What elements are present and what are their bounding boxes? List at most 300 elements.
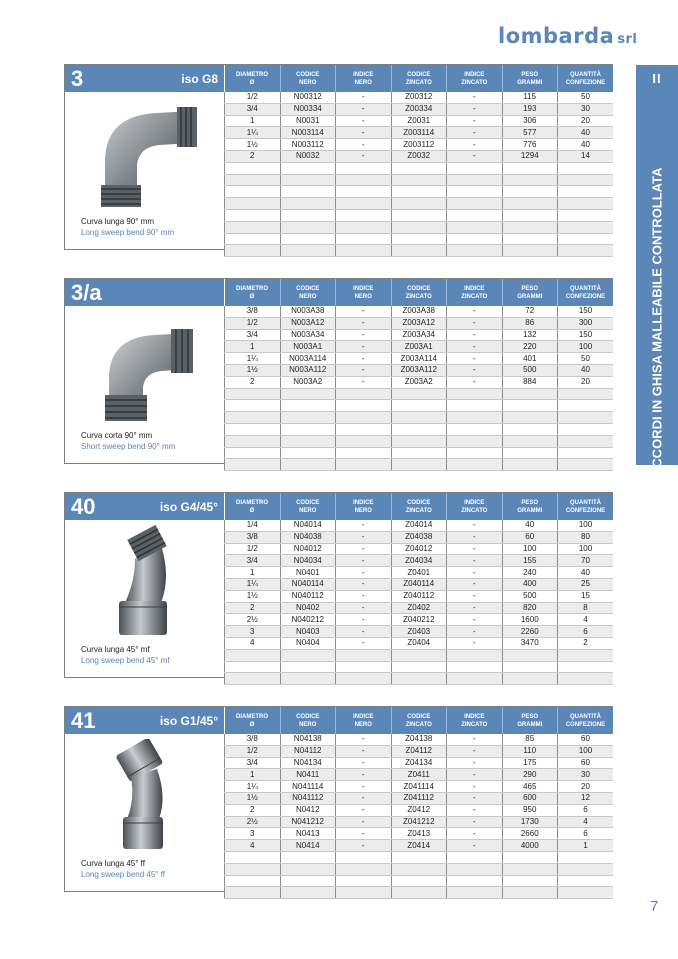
column-header-label: QUANTITÀ CONFEZIONE [565, 713, 606, 728]
empty-cell [447, 186, 503, 198]
table-cell: 776 [502, 139, 558, 151]
table-row [225, 245, 614, 257]
column-header-label: INDICE NERO [353, 499, 374, 514]
section-header [65, 493, 224, 520]
table-cell: 20 [558, 376, 614, 388]
empty-cell [280, 388, 336, 400]
empty-cell [225, 673, 281, 685]
column-header [336, 707, 392, 734]
table-cell: 1½ [225, 139, 281, 151]
table-cell: Z003112 [391, 139, 447, 151]
column-header [225, 279, 281, 306]
column-header-label: CODICE NERO [296, 499, 320, 514]
table-cell: 100 [502, 543, 558, 555]
table-cell: - [447, 329, 503, 341]
description-italian: Curva lunga 45° ff [81, 859, 145, 868]
table-row [225, 875, 614, 887]
empty-cell [447, 673, 503, 685]
table-cell: 60 [558, 757, 614, 769]
empty-cell [391, 887, 447, 899]
table-row [225, 306, 614, 317]
table-cell: N04138 [280, 734, 336, 745]
table-row [225, 115, 614, 127]
iso-code: iso G8 [181, 72, 218, 86]
empty-cell [225, 435, 281, 447]
empty-cell [225, 400, 281, 412]
table-cell: - [336, 828, 392, 840]
table-cell: 150 [558, 329, 614, 341]
empty-cell [447, 863, 503, 875]
column-header-label: PESO GRAMMI [517, 285, 543, 300]
table-row [225, 614, 614, 626]
table-row [225, 840, 614, 852]
table-row [225, 388, 614, 400]
table-cell: Z003A38 [391, 306, 447, 317]
table-cell: - [447, 614, 503, 626]
empty-cell [280, 245, 336, 257]
table-cell: - [336, 804, 392, 816]
empty-cell [391, 673, 447, 685]
empty-cell [225, 661, 281, 673]
table-cell: 3/8 [225, 734, 281, 745]
table-cell: - [447, 781, 503, 793]
table-cell: 1 [225, 341, 281, 353]
table-row [225, 127, 614, 139]
table-cell: 401 [502, 353, 558, 365]
empty-cell [447, 661, 503, 673]
table-cell: 30 [558, 103, 614, 115]
table-cell: Z04014 [391, 520, 447, 531]
table-cell: 4000 [502, 840, 558, 852]
table-cell: 3/8 [225, 531, 281, 543]
empty-cell [558, 162, 614, 174]
column-header [280, 279, 336, 306]
table-row [225, 364, 614, 376]
column-header [391, 279, 447, 306]
empty-cell [447, 412, 503, 424]
empty-cell [336, 174, 392, 186]
empty-cell [502, 400, 558, 412]
empty-cell [280, 649, 336, 661]
empty-cell [558, 174, 614, 186]
table-cell: Z003A12 [391, 317, 447, 329]
table-cell: - [336, 614, 392, 626]
column-header [336, 65, 392, 92]
table-cell: - [336, 567, 392, 579]
product-description [81, 216, 174, 238]
table-cell: 132 [502, 329, 558, 341]
empty-cell [225, 851, 281, 863]
column-header-label: INDICE NERO [353, 713, 374, 728]
table-cell: - [447, 769, 503, 781]
column-header-label: DIAMETRO Ø [236, 499, 268, 514]
empty-cell [502, 851, 558, 863]
empty-cell [447, 388, 503, 400]
table-cell: - [447, 92, 503, 103]
empty-cell [447, 875, 503, 887]
column-header [502, 707, 558, 734]
table-cell: Z003A34 [391, 329, 447, 341]
empty-cell [336, 661, 392, 673]
table-row [225, 649, 614, 661]
table-cell: 1½ [225, 590, 281, 602]
table-cell: N040112 [280, 590, 336, 602]
column-header-label: QUANTITÀ CONFEZIONE [565, 71, 606, 86]
table-cell: - [447, 578, 503, 590]
table-cell: - [336, 734, 392, 745]
empty-cell [336, 887, 392, 899]
table-cell: 1½ [225, 792, 281, 804]
table-cell: 600 [502, 792, 558, 804]
table-cell: 100 [558, 745, 614, 757]
table-row [225, 198, 614, 210]
column-header-label: PESO GRAMMI [517, 71, 543, 86]
table-cell: - [336, 520, 392, 531]
empty-cell [225, 863, 281, 875]
table-cell: 14 [558, 150, 614, 162]
table-cell: Z041212 [391, 816, 447, 828]
table-cell: - [336, 92, 392, 103]
table-cell: - [447, 745, 503, 757]
table-cell: Z04134 [391, 757, 447, 769]
empty-cell [225, 649, 281, 661]
table-cell: N00312 [280, 92, 336, 103]
description-english: Long sweep bend 90° mm [81, 228, 175, 237]
table-row [225, 317, 614, 329]
empty-cell [225, 875, 281, 887]
table-cell: Z0031 [391, 115, 447, 127]
table-row [225, 602, 614, 614]
table-row [225, 626, 614, 638]
table-row [225, 520, 614, 531]
column-header-label: CODICE NERO [296, 713, 320, 728]
product-table [224, 279, 613, 471]
table-cell: N04014 [280, 520, 336, 531]
table-cell: 820 [502, 602, 558, 614]
table-cell: - [336, 341, 392, 353]
table-cell: 1/2 [225, 317, 281, 329]
empty-cell [391, 435, 447, 447]
table-cell: 1294 [502, 150, 558, 162]
table-cell: 4 [558, 816, 614, 828]
empty-cell [447, 221, 503, 233]
iso-code: iso G1/45° [159, 714, 218, 728]
table-row [225, 734, 614, 745]
table-cell: Z0414 [391, 840, 447, 852]
table-cell: Z00312 [391, 92, 447, 103]
empty-cell [447, 435, 503, 447]
table-cell: - [336, 626, 392, 638]
column-header-label: QUANTITÀ CONFEZIONE [565, 285, 606, 300]
table-cell: - [447, 306, 503, 317]
table-cell: 1/2 [225, 543, 281, 555]
table-cell: N003A112 [280, 364, 336, 376]
table-cell: 1730 [502, 816, 558, 828]
table-cell: 6 [558, 828, 614, 840]
table-cell: - [447, 115, 503, 127]
column-header-label: DIAMETRO Ø [236, 285, 268, 300]
table-cell: N003A114 [280, 353, 336, 365]
column-header [280, 493, 336, 520]
table-cell: N003112 [280, 139, 336, 151]
table-cell: 193 [502, 103, 558, 115]
empty-cell [558, 186, 614, 198]
table-cell: - [336, 792, 392, 804]
table-cell: - [336, 590, 392, 602]
product-table [224, 707, 613, 899]
table-cell: N003114 [280, 127, 336, 139]
empty-cell [225, 198, 281, 210]
table-cell: - [447, 590, 503, 602]
table-row [225, 673, 614, 685]
table-row [225, 459, 614, 471]
empty-cell [225, 459, 281, 471]
empty-cell [558, 245, 614, 257]
empty-cell [502, 887, 558, 899]
table-row [225, 174, 614, 186]
table-cell: 3 [225, 828, 281, 840]
table-cell: Z0403 [391, 626, 447, 638]
column-header [225, 493, 281, 520]
table-cell: 4 [225, 637, 281, 649]
table-cell: 2260 [502, 626, 558, 638]
empty-cell [280, 162, 336, 174]
table-row [225, 447, 614, 459]
empty-cell [502, 198, 558, 210]
table-cell: - [336, 555, 392, 567]
table-cell: 3/4 [225, 103, 281, 115]
table-cell: - [336, 364, 392, 376]
table-row [225, 567, 614, 579]
fitting-photo [83, 739, 203, 854]
table-row [225, 103, 614, 115]
table-row [225, 150, 614, 162]
table-cell: N0031 [280, 115, 336, 127]
table-cell: - [336, 769, 392, 781]
empty-cell [558, 435, 614, 447]
empty-cell [280, 221, 336, 233]
column-header-label: PESO GRAMMI [517, 713, 543, 728]
column-header-label: DIAMETRO Ø [236, 71, 268, 86]
column-header [502, 493, 558, 520]
table-cell: N04038 [280, 531, 336, 543]
empty-cell [391, 851, 447, 863]
table-cell: 1¼ [225, 578, 281, 590]
empty-cell [447, 162, 503, 174]
table-cell: - [336, 329, 392, 341]
table-cell: 100 [558, 543, 614, 555]
table-cell: 220 [502, 341, 558, 353]
table-cell: 1¼ [225, 127, 281, 139]
empty-cell [391, 198, 447, 210]
empty-cell [280, 423, 336, 435]
table-cell: - [447, 626, 503, 638]
fitting-photo [83, 525, 203, 640]
table-cell: - [447, 734, 503, 745]
table-cell: - [447, 555, 503, 567]
column-header [447, 707, 503, 734]
table-cell: 20 [558, 781, 614, 793]
table-cell: N040212 [280, 614, 336, 626]
empty-cell [447, 423, 503, 435]
table-cell: - [447, 816, 503, 828]
column-header [447, 279, 503, 306]
table-cell: Z04012 [391, 543, 447, 555]
table-cell: - [336, 637, 392, 649]
table-cell: - [336, 816, 392, 828]
table-cell: - [447, 341, 503, 353]
empty-cell [502, 209, 558, 221]
table-cell: Z04034 [391, 555, 447, 567]
empty-cell [558, 673, 614, 685]
table-cell: - [336, 757, 392, 769]
table-cell: 577 [502, 127, 558, 139]
empty-cell [336, 863, 392, 875]
table-cell: - [336, 578, 392, 590]
table-cell: 150 [558, 306, 614, 317]
empty-cell [280, 661, 336, 673]
table-cell: 60 [558, 734, 614, 745]
table-row [225, 92, 614, 103]
table-row [225, 233, 614, 245]
table-cell: N003A38 [280, 306, 336, 317]
chapter-number: II [652, 71, 662, 86]
empty-cell [336, 447, 392, 459]
table-cell: N04012 [280, 543, 336, 555]
column-header [558, 707, 614, 734]
empty-cell [336, 851, 392, 863]
empty-cell [502, 162, 558, 174]
empty-cell [280, 673, 336, 685]
table-cell: 884 [502, 376, 558, 388]
table-cell: - [447, 531, 503, 543]
table-row [225, 139, 614, 151]
product-section-1 [64, 278, 613, 464]
table-cell: - [336, 781, 392, 793]
empty-cell [280, 174, 336, 186]
column-header [280, 707, 336, 734]
table-cell: 2 [225, 150, 281, 162]
table-row [225, 400, 614, 412]
product-section-3 [64, 706, 613, 892]
section-header [65, 707, 224, 734]
table-cell: N041114 [280, 781, 336, 793]
empty-cell [336, 198, 392, 210]
empty-cell [447, 459, 503, 471]
empty-cell [225, 447, 281, 459]
table-cell: Z0412 [391, 804, 447, 816]
table-row [225, 792, 614, 804]
empty-cell [391, 388, 447, 400]
table-cell: Z0032 [391, 150, 447, 162]
empty-cell [336, 459, 392, 471]
table-cell: 175 [502, 757, 558, 769]
table-cell: - [447, 567, 503, 579]
table-cell: Z003114 [391, 127, 447, 139]
column-header [225, 65, 281, 92]
empty-cell [391, 233, 447, 245]
table-cell: - [336, 139, 392, 151]
empty-cell [280, 851, 336, 863]
table-cell: 306 [502, 115, 558, 127]
table-cell: - [336, 543, 392, 555]
table-cell: 3 [225, 626, 281, 638]
iso-code: iso G4/45° [159, 500, 218, 514]
table-cell: - [336, 353, 392, 365]
description-english: Long sweep bend 45° ff [81, 870, 166, 879]
table-cell: Z040212 [391, 614, 447, 626]
description-italian: Curva corta 90° mm [81, 431, 153, 440]
product-description [81, 858, 165, 880]
table-cell: - [336, 376, 392, 388]
table-cell: 30 [558, 769, 614, 781]
product-description [81, 644, 170, 666]
column-header [558, 279, 614, 306]
table-cell: 110 [502, 745, 558, 757]
table-cell: - [336, 602, 392, 614]
table-cell: N0411 [280, 769, 336, 781]
table-row [225, 745, 614, 757]
table-row [225, 543, 614, 555]
empty-cell [502, 447, 558, 459]
empty-cell [502, 435, 558, 447]
table-cell: 1/2 [225, 92, 281, 103]
table-cell: 1 [225, 769, 281, 781]
table-cell: Z04112 [391, 745, 447, 757]
empty-cell [502, 412, 558, 424]
table-cell: N0032 [280, 150, 336, 162]
empty-cell [280, 863, 336, 875]
table-row [225, 329, 614, 341]
description-italian: Curva lunga 90° mm [81, 217, 155, 226]
table-row [225, 769, 614, 781]
empty-cell [336, 400, 392, 412]
table-cell: - [336, 150, 392, 162]
column-header-label: INDICE NERO [353, 285, 374, 300]
empty-cell [225, 233, 281, 245]
empty-cell [336, 435, 392, 447]
table-cell: 72 [502, 306, 558, 317]
table-cell: 1 [225, 115, 281, 127]
fitting-photo [83, 311, 203, 426]
table-cell: 300 [558, 317, 614, 329]
column-header-label: CODICE NERO [296, 71, 320, 86]
empty-cell [391, 400, 447, 412]
table-cell: Z0401 [391, 567, 447, 579]
empty-cell [558, 649, 614, 661]
table-cell: 2660 [502, 828, 558, 840]
empty-cell [336, 221, 392, 233]
table-cell: Z00334 [391, 103, 447, 115]
table-row [225, 341, 614, 353]
table-cell: - [447, 602, 503, 614]
empty-cell [558, 388, 614, 400]
table-row [225, 781, 614, 793]
table-cell: 40 [502, 520, 558, 531]
table-row [225, 637, 614, 649]
table-cell: Z003A2 [391, 376, 447, 388]
empty-cell [447, 447, 503, 459]
empty-cell [225, 174, 281, 186]
empty-cell [336, 209, 392, 221]
page-number: 7 [650, 898, 659, 915]
table-cell: 3470 [502, 637, 558, 649]
table-cell: 400 [502, 578, 558, 590]
column-header-label: INDICE ZINCATO [461, 285, 488, 300]
table-cell: Z0402 [391, 602, 447, 614]
empty-cell [502, 221, 558, 233]
table-cell: N00334 [280, 103, 336, 115]
